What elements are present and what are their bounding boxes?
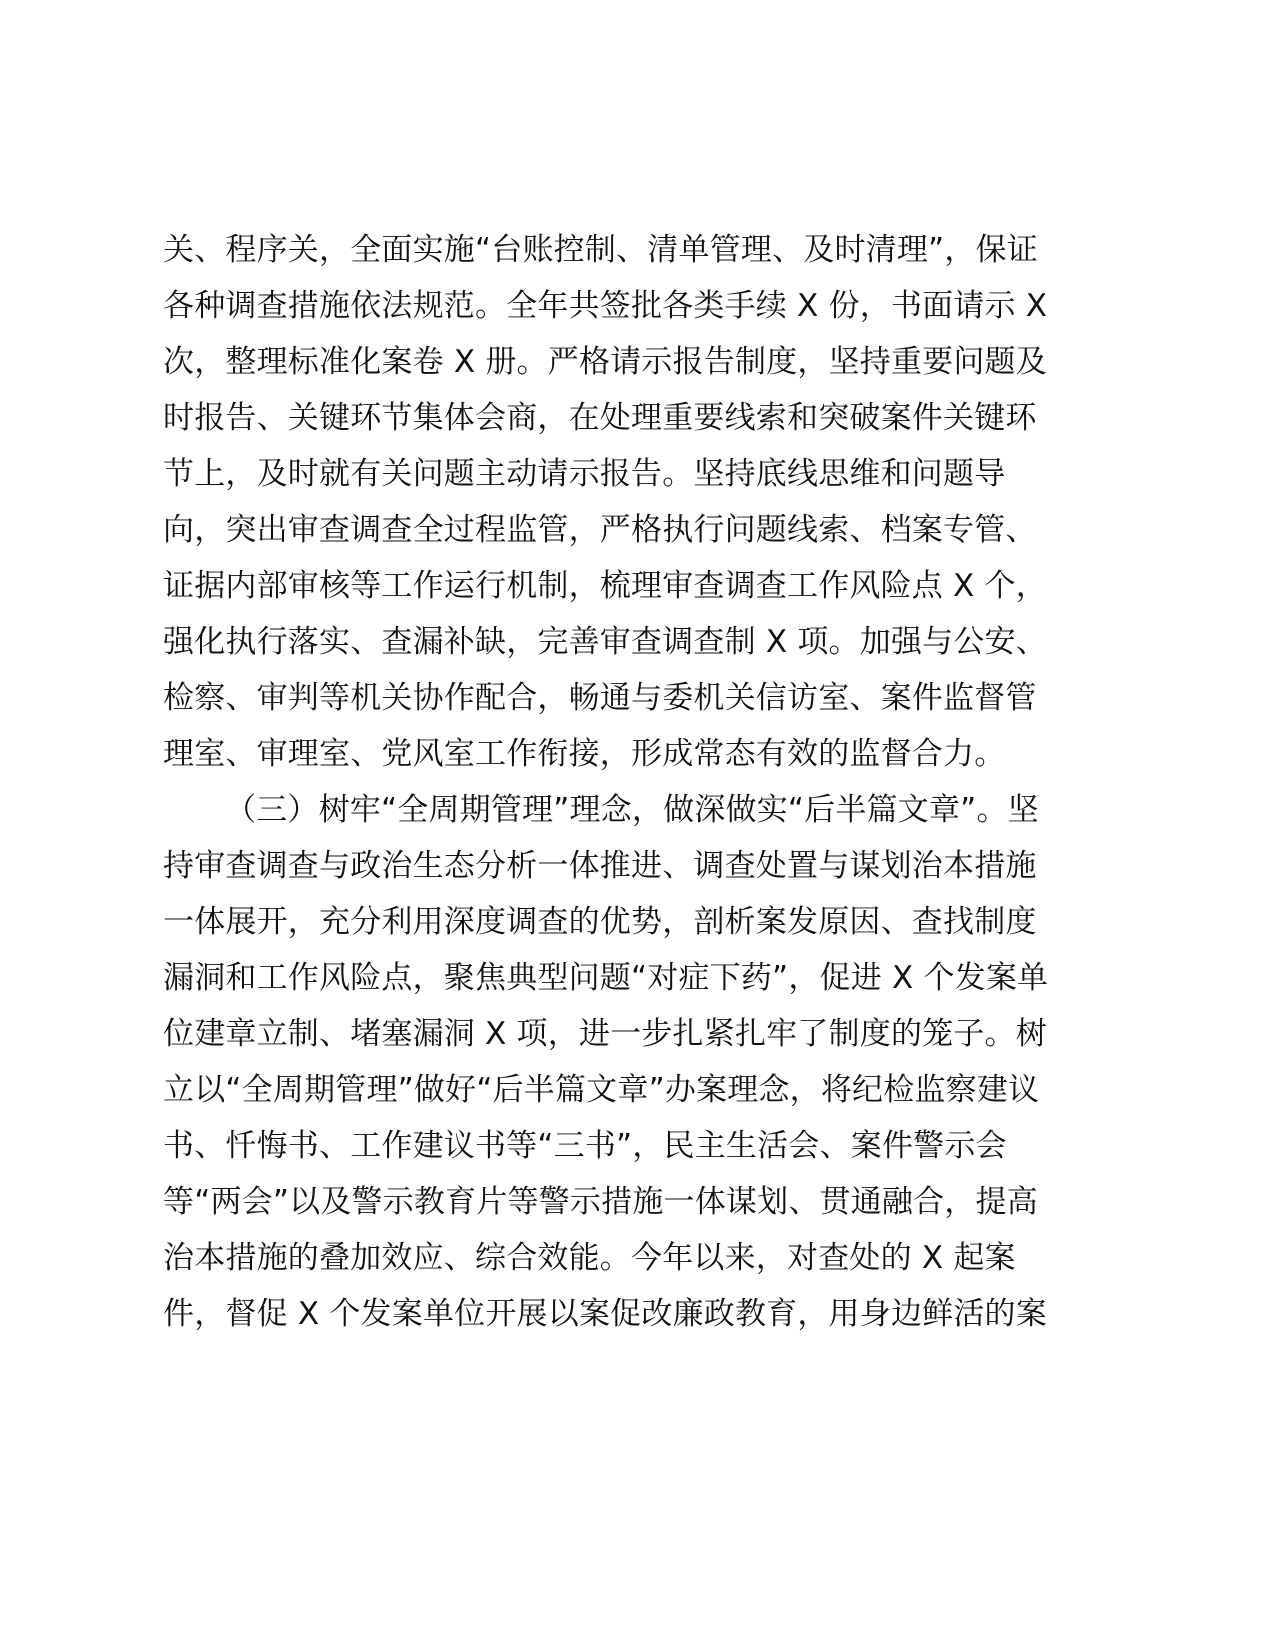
text-line-10: 理室、审理室、党风室工作衔接，形成常态有效的监督合力。: [163, 736, 1006, 772]
text-line-17: 书、忏悔书、工作建议书等“三书”，民主生活会、案件警示会: [163, 1128, 1007, 1164]
text-line-19: 治本措施的叠加效应、综合效能。今年以来，对查处的 X 起案: [163, 1240, 1016, 1276]
text-line-7: 证据内部审核等工作运行机制，梳理审查调查工作风险点 X 个，: [163, 568, 1047, 604]
text-line-2: 各种调查措施依法规范。全年共签批各类手续 X 份，书面请示 X: [163, 288, 1048, 324]
text-line-8: 强化执行落实、查漏补缺，完善审查调查制 X 项。加强与公安、: [163, 624, 1047, 660]
text-line-4: 时报告、关键环节集体会商，在处理重要线索和突破案件关键环: [163, 400, 1037, 436]
text-line-12: 持审查调查与政治生态分析一体推进、调查处置与谋划治本措施: [163, 848, 1037, 884]
text-line-13: 一体展开，充分利用深度调查的优势，剖析案发原因、查找制度: [163, 904, 1037, 940]
text-line-3: 次，整理标准化案卷 X 册。严格请示报告制度，坚持重要问题及: [163, 344, 1047, 380]
text-line-1: 关、程序关，全面实施“台账控制、清单管理、及时清理”，保证: [163, 232, 1038, 268]
section-heading-line: （三）树牢“全周期管理”理念，做深做实“后半篇文章”。坚: [225, 792, 1039, 828]
text-line-9: 检察、审判等机关协作配合，畅通与委机关信访室、案件监督管: [163, 680, 1037, 716]
text-line-14: 漏洞和工作风险点，聚焦典型问题“对症下药”，促进 X 个发案单: [163, 960, 1049, 996]
text-line-5: 节上，及时就有关问题主动请示报告。坚持底线思维和问题导: [163, 456, 1006, 492]
text-line-15: 位建章立制、堵塞漏洞 X 项，进一步扎紧扎牢了制度的笼子。树: [163, 1016, 1047, 1052]
text-line-16: 立以“全周期管理”做好“后半篇文章”办案理念，将纪检监察建议: [163, 1072, 1040, 1108]
text-line-20: 件，督促 X 个发案单位开展以案促改廉政教育，用身边鲜活的案: [163, 1296, 1047, 1332]
text-line-6: 向，突出审查调查全过程监管，严格执行问题线索、档案专管、: [163, 512, 1037, 548]
text-line-18: 等“两会”以及警示教育片等警示措施一体谋划、贯通融合，提高: [163, 1184, 1038, 1220]
body-text: [163, 222, 1103, 1342]
